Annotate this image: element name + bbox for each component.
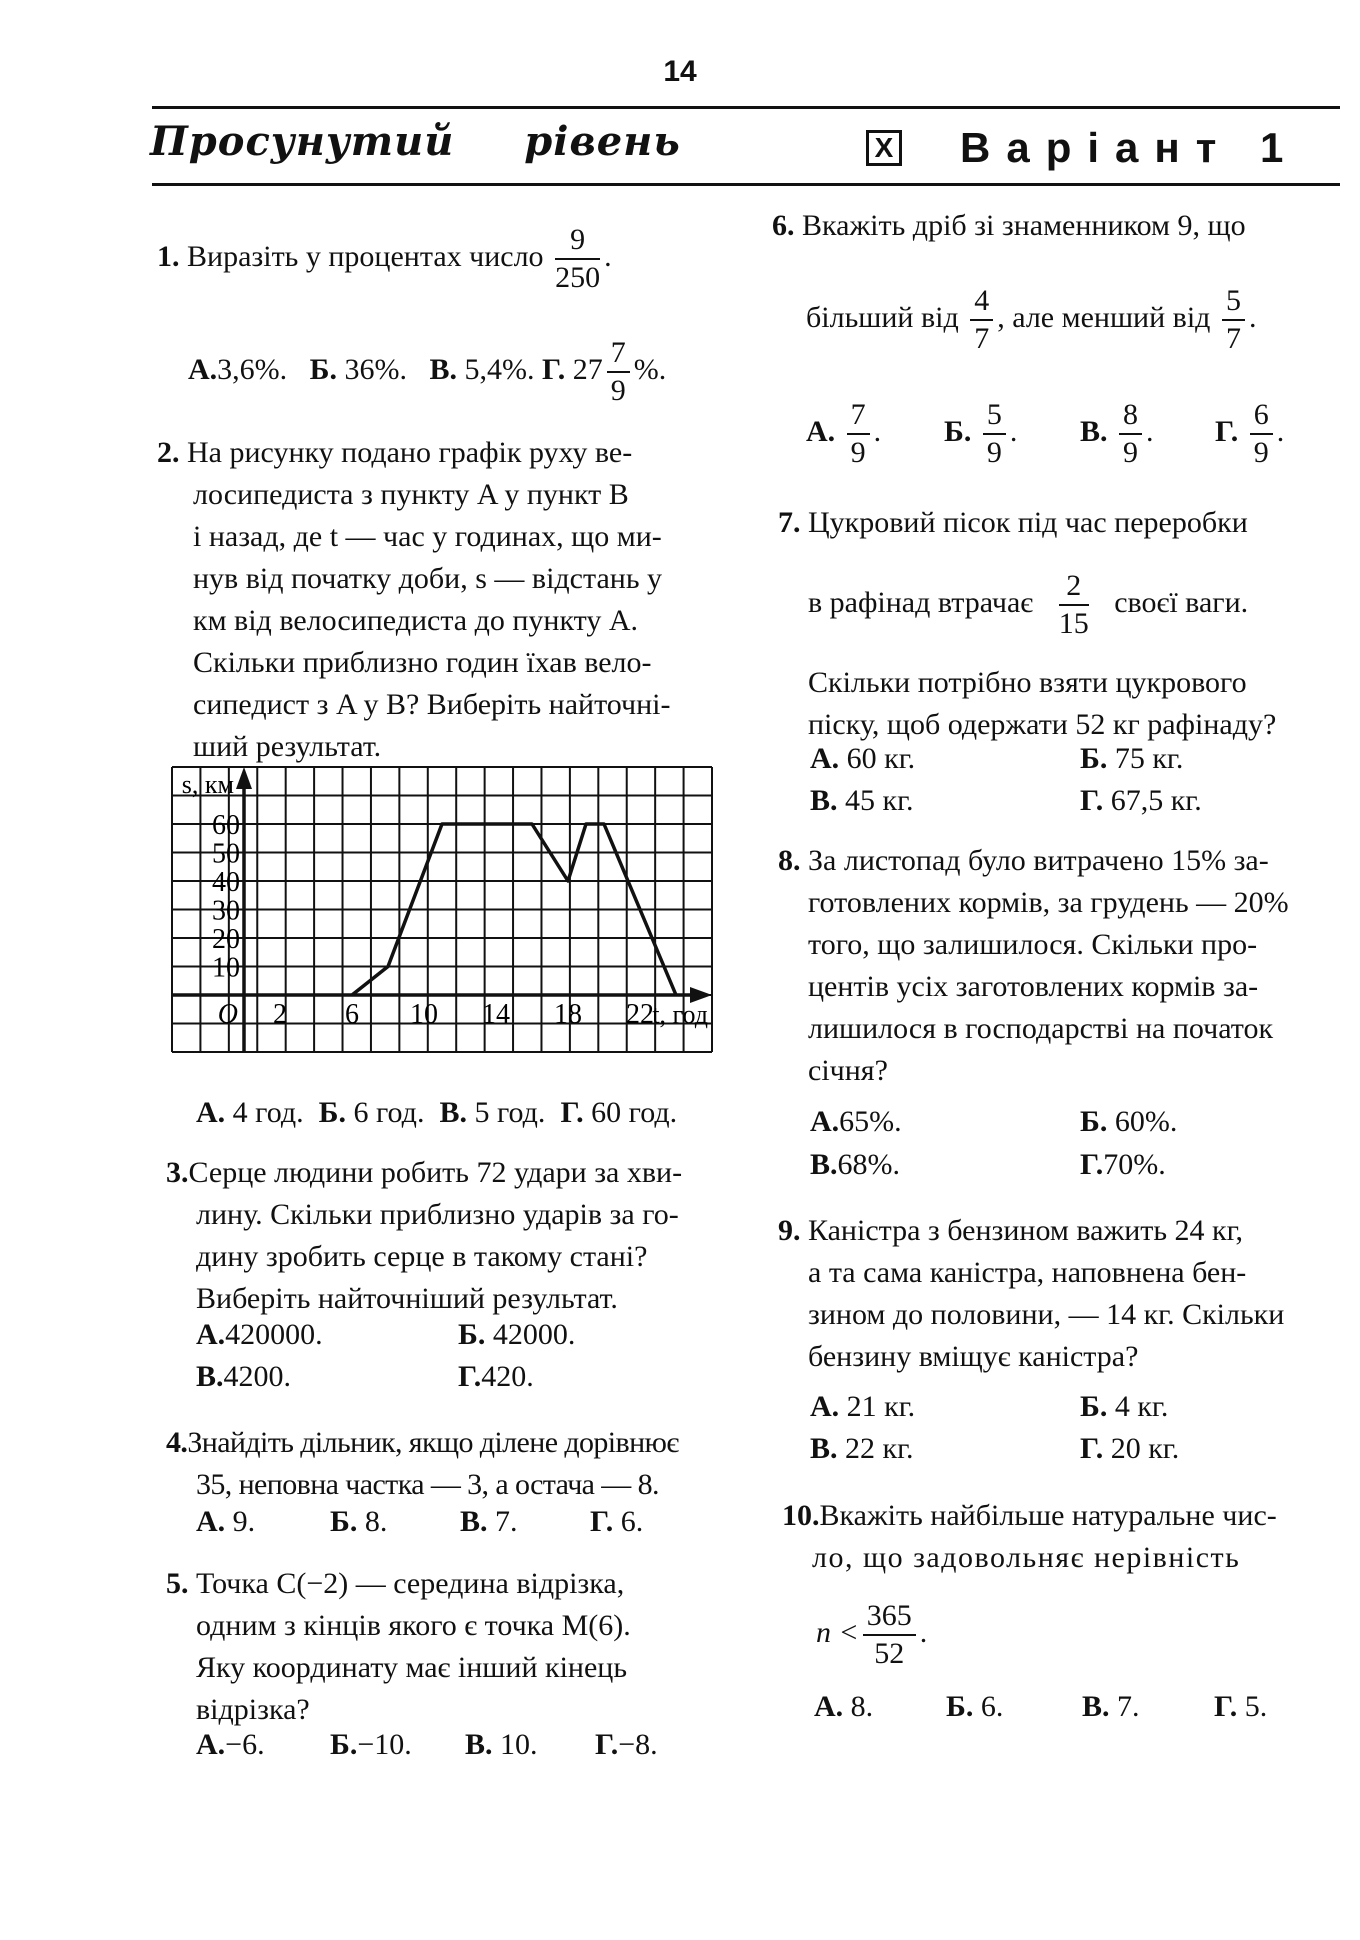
- question-7: [778, 502, 1248, 544]
- question-7-line: Скільки потрібно взяти цукрового: [808, 666, 1247, 699]
- question-9-line: а та сама каністра, наповнена бен-: [808, 1256, 1247, 1289]
- question-9: [778, 1210, 1348, 1378]
- data-point: [585, 823, 588, 826]
- question-3-line: лину. Скільки приблизно ударів за го-: [196, 1198, 679, 1231]
- level-title: [150, 118, 751, 165]
- level-word-2: рівень: [524, 118, 681, 165]
- option-10c[interactable]: В. 7.: [1082, 1690, 1140, 1723]
- question-2-line: ший результат.: [193, 730, 382, 763]
- option-2a[interactable]: А. 4 год.: [196, 1096, 304, 1129]
- question-1-number: 1.: [157, 239, 180, 273]
- option-4c[interactable]: В. 7.: [460, 1505, 518, 1538]
- data-point: [675, 994, 678, 997]
- option-8a[interactable]: А.65%.: [810, 1105, 902, 1138]
- question-2-line: На рисунку подано графік руху ве-: [187, 436, 633, 469]
- option-1d[interactable]: Г. 27 $\frac{7}{9}$ %.: [542, 336, 667, 407]
- option-6b[interactable]: Б. $\frac{5}{9}$ .: [944, 398, 1018, 469]
- question-1: 1. Виразіть у процентах число $\frac{9}{250}$ .: [157, 223, 612, 294]
- page-number: 14: [663, 55, 697, 88]
- question-4-line: 35, неповна частка — 3, а остача — 8.: [196, 1468, 659, 1501]
- question-5-line: Яку координату має інший кінець: [196, 1651, 628, 1684]
- question-2-options: [196, 1092, 677, 1134]
- question-2-line: км від велосипедиста до пункту A.: [193, 604, 639, 637]
- question-4: [166, 1422, 746, 1506]
- data-point: [351, 994, 354, 997]
- option-9d[interactable]: Г. 20 кг.: [1080, 1432, 1180, 1465]
- option-3d[interactable]: Г.420.: [458, 1360, 534, 1393]
- option-4a[interactable]: А. 9.: [196, 1505, 256, 1538]
- question-5-line: Точка C(−2) — середина відрізка,: [196, 1567, 625, 1600]
- question-6: [772, 205, 1246, 247]
- option-1c[interactable]: В. 5,4%.: [429, 352, 535, 386]
- question-1-options: [188, 335, 666, 409]
- question-4-line: Знайдіть дільник, якщо ділене дорівнює: [187, 1426, 679, 1459]
- option-4b[interactable]: Б. 8.: [330, 1505, 388, 1538]
- option-3a[interactable]: А.420000.: [196, 1318, 323, 1351]
- option-7a[interactable]: А. 60 кг.: [810, 742, 916, 775]
- x-tick-label: 14: [482, 999, 510, 1030]
- question-10-line: Вкажіть найбільше натуральне чис-: [819, 1499, 1277, 1532]
- question-10-inequality: n < $\frac{365}{52}$ .: [816, 1599, 928, 1670]
- option-10a[interactable]: А. 8.: [814, 1690, 874, 1723]
- x-axis-label: t, год: [652, 1000, 708, 1029]
- question-10-number: 10.: [782, 1499, 820, 1532]
- question-7-line: Цукровий пісок під час переробки: [808, 506, 1248, 539]
- option-7c[interactable]: В. 45 кг.: [810, 784, 914, 817]
- option-9c[interactable]: В. 22 кг.: [810, 1432, 914, 1465]
- question-7-number: 7.: [778, 506, 801, 539]
- question-9-line: Каністра з бензином важить 24 кг,: [808, 1214, 1244, 1247]
- x-tick-label: 22: [626, 999, 654, 1030]
- question-2-line: сипедист з A у B? Виберіть найточні-: [193, 688, 671, 721]
- data-point: [387, 965, 390, 968]
- question-3-line: Серце людини робить 72 удари за хви-: [188, 1156, 683, 1189]
- option-1b[interactable]: Б. 36%.: [309, 352, 408, 386]
- origin-label: O: [217, 999, 238, 1030]
- question-8-line: За листопад було витрачено 15% за-: [808, 844, 1269, 877]
- y-axis-label: s, км: [181, 770, 234, 799]
- question-6-line-2: більший від $\frac{4}{7}$ , але менший від $\frac{5}{7}$ .: [806, 284, 1257, 355]
- variant-checkbox: X: [866, 130, 902, 166]
- option-2d[interactable]: Г. 60 год.: [560, 1096, 678, 1129]
- option-4d[interactable]: Г. 6.: [590, 1505, 644, 1538]
- option-10b[interactable]: Б. 6.: [946, 1690, 1004, 1723]
- header-top-rule: [152, 106, 1340, 109]
- question-8-line: лишилося в господарстві на початок: [808, 1012, 1274, 1045]
- option-2c[interactable]: В. 5 год.: [439, 1096, 546, 1129]
- y-tick-label: 10: [212, 952, 240, 984]
- question-10-line: ло, що задовольняє нерівність: [812, 1541, 1241, 1574]
- question-8-line: того, що залишилося. Скільки про-: [808, 928, 1258, 961]
- question-8-line: центів усіх заготовлених кормів за-: [808, 970, 1259, 1003]
- question-10: [782, 1495, 1352, 1579]
- question-5: [166, 1563, 756, 1731]
- question-7-text: [808, 662, 1348, 746]
- question-8-line: січня?: [808, 1054, 888, 1087]
- question-7-line: піску, щоб одержати 52 кг рафінаду?: [808, 708, 1277, 741]
- header-bottom-rule: [152, 183, 1340, 186]
- x-tick-label: 18: [554, 999, 582, 1030]
- question-8-line: готовлених кормів, за грудень — 20%: [808, 886, 1289, 919]
- option-5d[interactable]: Г.−8.: [595, 1728, 658, 1761]
- question-9-line: бензину вміщує каністра?: [808, 1340, 1139, 1373]
- question-1-fraction: $\frac{9}{250}$: [555, 223, 601, 294]
- y-tick-label: 50: [212, 838, 240, 870]
- question-9-number: 9.: [778, 1214, 801, 1247]
- question-7-line-2: в рафінад втрачає $\frac{2}{15}$ своєї ваги.: [808, 569, 1249, 640]
- question-2-number: 2.: [157, 436, 180, 469]
- question-5-line: одним з кінців якого є точка M(6).: [196, 1609, 631, 1642]
- option-1a[interactable]: А.3,6%.: [188, 352, 288, 386]
- option-9b[interactable]: Б. 4 кг.: [1080, 1390, 1169, 1423]
- data-point: [531, 823, 534, 826]
- question-8-number: 8.: [778, 844, 801, 877]
- question-9-line: зином до половини, — 14 кг. Скільки: [808, 1298, 1285, 1331]
- question-2-line: нув від початку доби, s — відстань у: [193, 562, 663, 595]
- question-3-line: Виберіть найточніший результат.: [196, 1282, 618, 1315]
- level-word-1: Просунутий: [150, 118, 455, 165]
- question-2-line: і назад, де t — час у годинах, що ми-: [193, 520, 662, 553]
- option-3b[interactable]: Б. 42000.: [458, 1318, 576, 1351]
- data-point: [441, 823, 444, 826]
- question-6-number: 6.: [772, 209, 795, 242]
- option-8c[interactable]: В.68%.: [810, 1148, 901, 1181]
- y-tick-label: 20: [212, 924, 240, 955]
- option-7b[interactable]: Б. 75 кг.: [1080, 742, 1184, 775]
- option-6d[interactable]: Г. $\frac{6}{9}$ .: [1215, 398, 1285, 469]
- option-8b[interactable]: Б. 60%.: [1080, 1105, 1178, 1138]
- question-5-number: 5.: [166, 1567, 189, 1600]
- chart-labels: [182, 770, 708, 1030]
- variant-title: Варіант 1: [960, 124, 1300, 171]
- y-tick-label: 60: [212, 810, 240, 841]
- x-tick-label: 10: [410, 999, 438, 1030]
- option-6a[interactable]: А. $\frac{7}{9}$ .: [806, 398, 882, 469]
- y-tick-label: 30: [212, 895, 240, 927]
- option-7d[interactable]: Г. 67,5 кг.: [1080, 784, 1202, 817]
- question-4-number: 4.: [166, 1426, 188, 1459]
- option-5c[interactable]: В. 10.: [465, 1728, 538, 1761]
- question-2: [157, 432, 737, 768]
- question-3-line: дину зробить серце в такому стані?: [196, 1240, 648, 1273]
- option-10d[interactable]: Г. 5.: [1214, 1690, 1268, 1723]
- x-tick-label: 6: [345, 999, 359, 1030]
- question-2-line: лосипедиста з пункту A у пункт B: [193, 478, 629, 511]
- question-8: [778, 840, 1348, 1092]
- distance-time-chart: [170, 765, 715, 1055]
- option-2b[interactable]: Б. 6 год.: [318, 1096, 425, 1129]
- question-2-line: Скільки приблизно годин їхав вело-: [193, 646, 652, 679]
- option-8d[interactable]: Г.70%.: [1080, 1148, 1166, 1181]
- option-5a[interactable]: А.−6.: [196, 1728, 265, 1761]
- data-point: [603, 823, 606, 826]
- option-9a[interactable]: А. 21 кг.: [810, 1390, 916, 1423]
- y-tick-label: 40: [212, 867, 240, 898]
- x-tick-label: 2: [273, 999, 287, 1030]
- data-point: [567, 880, 570, 883]
- option-3c[interactable]: В.4200.: [196, 1360, 292, 1393]
- option-6c[interactable]: В. $\frac{8}{9}$ .: [1080, 398, 1154, 469]
- option-5b[interactable]: Б.−10.: [330, 1728, 412, 1761]
- y-axis-arrow: [236, 767, 252, 789]
- question-6-line: Вкажіть дріб зі знаменником 9, що: [802, 209, 1246, 242]
- question-5-line: відрізка?: [196, 1693, 310, 1726]
- question-3: [166, 1152, 746, 1320]
- question-1-text: Виразіть у процентах число: [187, 239, 544, 273]
- question-3-number: 3.: [166, 1156, 189, 1189]
